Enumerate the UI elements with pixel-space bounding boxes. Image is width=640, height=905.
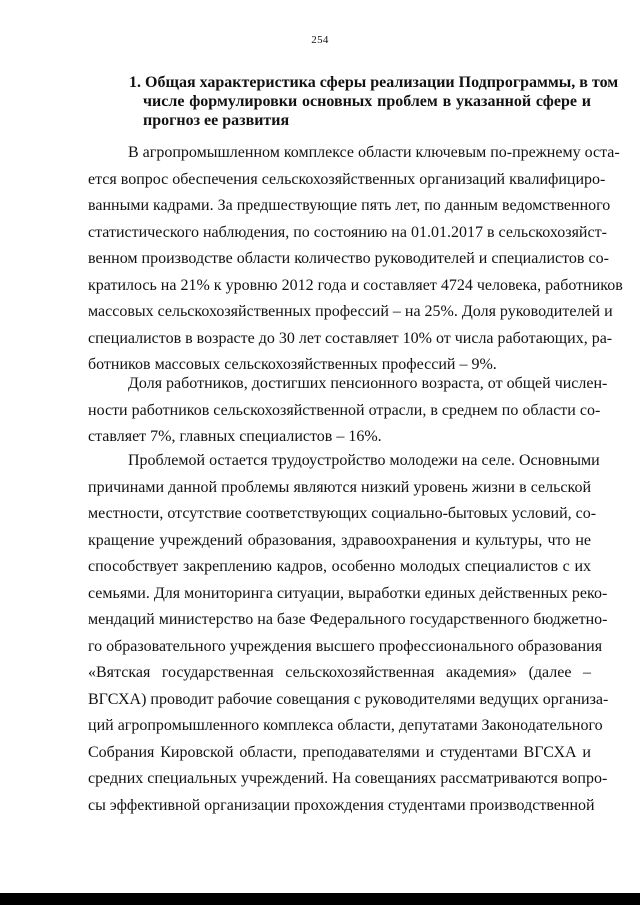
heading-line: числе формулировки основных проблем в указанной сфере и [143,93,591,110]
text-line: мендаций министерство на базе Федерального государственного бюджетно- [88,611,608,628]
paragraph-3 [88,448,609,819]
paragraph-2 [88,371,608,451]
text-line: ности работников сельскохозяйственной отрасли, в среднем по области со- [88,401,601,419]
text-line: Доля работников, достигших пенсионного возраста, от общей числен- [128,375,608,392]
paragraph-1 [88,140,623,379]
text-line: ванными кадрами. За предшествующие пять лет, по данным ведомственного [88,197,611,214]
scan-border-bar [0,893,640,905]
heading-line: прогноз ее развития [143,112,290,129]
text-line: ется вопрос обеспечения сельскохозяйственных организаций квалифициро- [88,170,606,188]
text-line: причинами данной проблемы являются низкий уровень жизни в сельской [88,478,591,496]
text-line: Проблемой остается трудоустройство молодежи на селе. Основными [128,452,600,469]
text-line: венном производстве области количество руководителей и специалистов со- [88,250,609,267]
text-line: статистического наблюдения, по состоянию на 01.01.2017 в сельскохозяйст- [88,223,607,241]
text-line: ВГСХА) проводит рабочие совещания с руководителями ведущих организа- [88,690,609,708]
text-line: ций агропромышленного комплекса области, депутатами Законодательного [88,717,603,734]
text-line: го образовательного учреждения высшего профессионального образования [88,637,603,655]
text-line: семьями. Для мониторинга ситуации, выработки единых действенных реко- [88,584,608,602]
text-line: местности, отсутствие соответствующих социально-бытовых условий, со- [88,505,597,522]
text-line: средних специальных учреждений. На совещаниях рассматриваются вопро- [88,770,608,787]
page-number: 254 [311,34,329,46]
text-line: Собрания Кировской области, преподавателями и студентами ВГСХА и [88,743,591,761]
text-line: кратилось на 21% к уровню 2012 года и составляет 4724 человека, работников [88,276,623,294]
section-heading [129,73,619,130]
text-line: кращение учреждений образования, здравоохранения и культуры, что не [88,531,591,549]
text-line: ставляет 7%, главных специалистов – 16%. [88,428,382,445]
text-line: сы эффективной организации прохождения студентами производственной [88,796,595,814]
text-line: способствует закреплению кадров, особенно молодых специалистов с их [88,558,591,575]
text-line: массовых сельскохозяйственных профессий – на 25%. Доля руководителей и [88,303,613,320]
text-line: В агропромышленном комплексе области ключевым по-прежнему оста- [128,144,620,161]
text-line: «Вятская государственная сельскохозяйственная академия» (далее – [88,664,591,681]
heading-line: 1. Общая характеристика сферы реализации Подпрограммы, в том [129,74,619,91]
text-line: специалистов в возрасте до 30 лет составляет 10% от числа работающих, ра- [88,329,613,347]
text-line: ботников массовых сельскохозяйственных профессий – 9%. [88,356,497,373]
